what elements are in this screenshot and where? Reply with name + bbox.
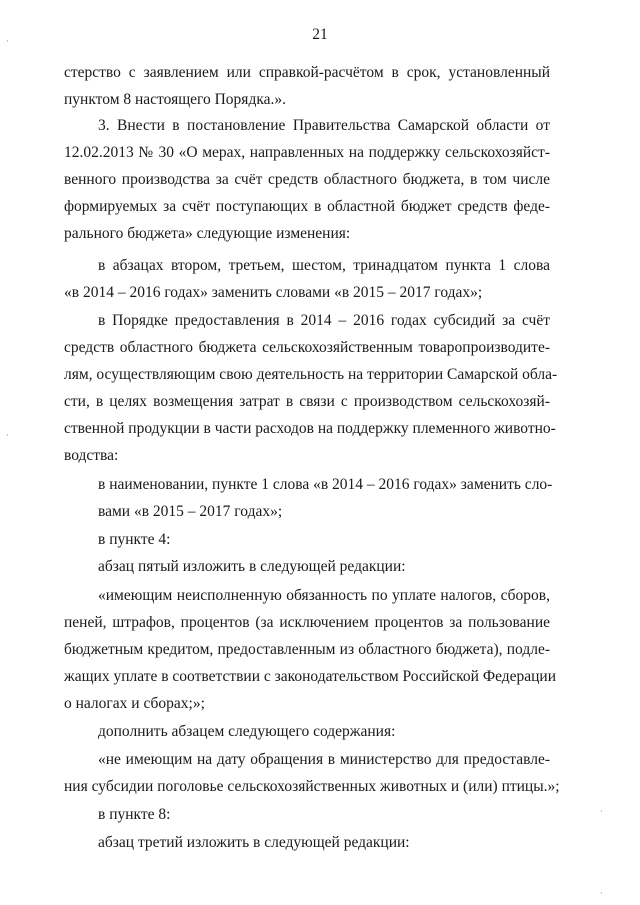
text-line: вами «в 2015 – 2017 годах»; <box>98 503 283 520</box>
text-line: абзац пятый изложить в следующей редакции: <box>98 558 406 575</box>
text-line: жащих уплате в соответствии с законодательством Российской Федерации <box>64 668 557 685</box>
text-line: венного производства за счёт средств областного бюджета, в том числе <box>64 171 550 188</box>
text-line: 3. Внести в постановление Правительства Самарской области от <box>98 117 550 134</box>
text-line: формируемых за счёт поступающих в областной бюджет средств феде- <box>64 198 550 215</box>
text-line: абзац третий изложить в следующей редакции: <box>98 834 410 851</box>
scan-mark: · <box>600 806 603 816</box>
text-line: пунктом 8 настоящего Порядка.». <box>64 91 287 108</box>
text-line: 12.02.2013 № 30 «О мерах, направленных на поддержку сельскохозяйст- <box>64 144 550 161</box>
text-line: стерство с заявлением или справкой-расчётом в срок, установленный <box>64 64 550 81</box>
scan-mark: · <box>6 430 9 440</box>
text-line: «в 2014 – 2016 годах» заменить словами «в 2015 – 2017 годах»; <box>64 284 483 301</box>
scan-mark: · <box>600 888 603 898</box>
text-line: в Порядке предоставления в 2014 – 2016 годах субсидий за счёт <box>98 312 550 329</box>
text-line: бюджетным кредитом, предоставленным из областного бюджета), подле- <box>64 641 550 658</box>
text-line: пеней, штрафов, процентов (за исключением процентов за пользование <box>64 614 550 631</box>
text-line: в абзацах втором, третьем, шестом, тринадцатом пункта 1 слова <box>98 257 550 274</box>
text-line: в пункте 4: <box>98 531 171 548</box>
text-line: средств областного бюджета сельскохозяйственным товаропроизводите- <box>64 339 550 356</box>
text-line: водства: <box>64 447 119 464</box>
text-line: ния субсидии поголовье сельскохозяйственных животных и (или) птицы.»; <box>64 778 560 795</box>
scan-mark: · <box>6 36 9 46</box>
text-line: «не имеющим на дату обращения в министерство для предоставле- <box>98 751 550 768</box>
text-line: в пункте 8: <box>98 806 171 823</box>
text-line: лям, осуществляющим свою деятельность на территории Самарской обла- <box>64 366 558 383</box>
text-line: о налогах и сборах;»; <box>64 695 205 712</box>
text-line: «имеющим неисполненную обязанность по уплате налогов, сборов, <box>98 587 550 604</box>
text-line: рального бюджета» следующие изменения: <box>64 225 351 242</box>
text-line: дополнить абзацем следующего содержания: <box>98 723 396 740</box>
text-line: ственной продукции в части расходов на поддержку племенного животно- <box>64 420 556 437</box>
text-line: в наименовании, пункте 1 слова «в 2014 – 2016 годах» заменить сло- <box>98 476 553 493</box>
page-number: 21 <box>312 26 328 43</box>
text-line: сти, в целях возмещения затрат в связи с производством сельскохозяй- <box>64 393 550 410</box>
